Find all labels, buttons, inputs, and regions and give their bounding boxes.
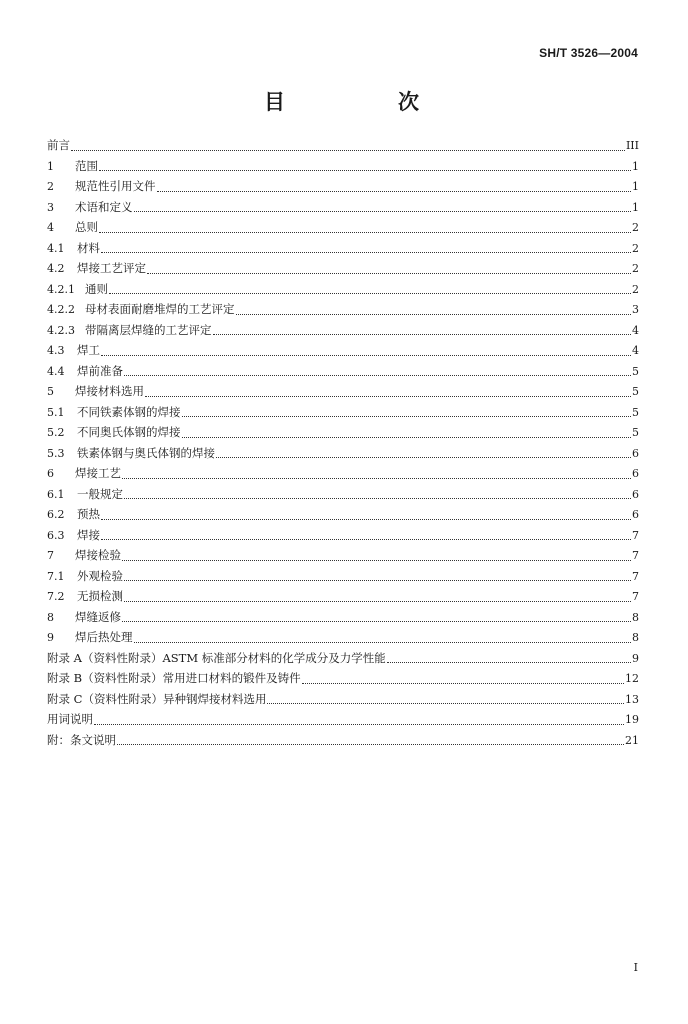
toc-entry-label: 带隔离层焊缝的工艺评定 bbox=[85, 322, 212, 337]
toc-entry-page: 5 bbox=[632, 364, 639, 378]
toc-entry-label: 焊接工艺 bbox=[75, 466, 121, 480]
toc-leader-dots bbox=[387, 652, 631, 663]
toc-entry-number: 9 bbox=[47, 631, 54, 644]
toc-entry-number: 2 bbox=[47, 180, 54, 193]
toc-entry-number: 4.2.1 bbox=[47, 282, 75, 296]
toc-entry-number: 4.3 bbox=[47, 344, 65, 357]
toc-leader-dots bbox=[101, 345, 631, 356]
toc-entry-page: 12 bbox=[625, 672, 639, 685]
toc-entry-page: 6 bbox=[632, 508, 639, 521]
toc-entry[interactable] bbox=[47, 238, 639, 259]
toc-leader-dots bbox=[236, 304, 632, 315]
toc-entry-number: 6.3 bbox=[47, 528, 65, 542]
toc-entry[interactable] bbox=[47, 197, 639, 218]
toc-entry-number: 6.2 bbox=[47, 508, 65, 521]
toc-leader-dots bbox=[101, 529, 631, 540]
page-title bbox=[0, 86, 688, 116]
toc-entry-label: 不同奥氏体钢的焊接 bbox=[77, 425, 181, 439]
toc-entry-page: 4 bbox=[632, 344, 639, 357]
toc-leader-dots bbox=[216, 447, 631, 458]
toc-entry-page: 7 bbox=[632, 528, 639, 542]
toc-entry[interactable] bbox=[47, 217, 639, 238]
toc-leader-dots bbox=[109, 283, 631, 294]
toc-entry-page: 19 bbox=[625, 713, 639, 726]
toc-entry-label: 术语和定义 bbox=[75, 199, 133, 214]
toc-leader-dots bbox=[157, 181, 632, 192]
toc-entry-page: 1 bbox=[632, 180, 639, 193]
toc-entry[interactable] bbox=[47, 586, 639, 607]
toc-leader-dots bbox=[99, 160, 631, 171]
toc-leader-dots bbox=[124, 488, 631, 499]
toc-entry-page: 7 bbox=[632, 590, 639, 603]
toc-leader-dots bbox=[122, 550, 631, 561]
toc-entry-label: 母材表面耐磨堆焊的工艺评定 bbox=[85, 302, 235, 316]
toc-entry[interactable] bbox=[47, 422, 639, 443]
toc-entry-page: 5 bbox=[632, 405, 639, 419]
toc-entry-page: 6 bbox=[632, 487, 639, 501]
toc-entry-label: 焊接检验 bbox=[75, 548, 121, 562]
page-title-char-2: 次 bbox=[398, 90, 419, 114]
toc-entry[interactable] bbox=[47, 340, 639, 361]
page-title-char-1: 目 bbox=[264, 90, 285, 114]
toc-entry-label: 不同铁素体钢的焊接 bbox=[77, 404, 181, 419]
toc-entry-appendix[interactable] bbox=[47, 689, 639, 710]
toc-leader-dots bbox=[182, 427, 632, 438]
toc-entry-label: 总则 bbox=[75, 220, 98, 234]
toc-entry[interactable] bbox=[47, 627, 639, 648]
toc-entry-page: 1 bbox=[632, 159, 639, 173]
toc-entry[interactable] bbox=[47, 176, 639, 197]
toc-entry-page: 6 bbox=[632, 467, 639, 480]
toc-entry-number: 7 bbox=[47, 549, 54, 562]
toc-entry-label: 通则 bbox=[85, 281, 108, 296]
toc-entry-label: 用词说明 bbox=[47, 712, 93, 726]
toc-entry-page: 7 bbox=[632, 569, 639, 583]
toc-entry[interactable] bbox=[47, 402, 639, 423]
toc-entry[interactable] bbox=[47, 607, 639, 628]
toc-leader-dots bbox=[94, 714, 624, 725]
toc-entry-page: 9 bbox=[632, 651, 639, 665]
toc-leader-dots bbox=[71, 140, 625, 151]
toc-entry-page: 21 bbox=[625, 733, 639, 747]
toc-entry-label: 规范性引用文件 bbox=[75, 179, 156, 193]
toc-entry-number: 4.1 bbox=[47, 241, 65, 255]
toc-entry-page: 5 bbox=[632, 426, 639, 439]
toc-leader-dots bbox=[117, 734, 624, 745]
toc-entry[interactable] bbox=[47, 258, 639, 279]
toc-entry-appendix[interactable] bbox=[47, 648, 639, 669]
toc-entry-page: 2 bbox=[632, 241, 639, 255]
toc-entry-label: 附录 A（资料性附录）ASTM 标准部分材料的化学成分及力学性能 bbox=[47, 650, 386, 665]
toc-entry[interactable] bbox=[47, 566, 639, 587]
toc-entry-page: 8 bbox=[632, 631, 639, 644]
toc-entry-appendix[interactable] bbox=[47, 668, 639, 689]
toc-leader-dots bbox=[122, 468, 631, 479]
toc-entry-page: 6 bbox=[632, 446, 639, 460]
toc-entry-label: 焊缝返修 bbox=[75, 609, 121, 624]
toc-entry-number: 7.2 bbox=[47, 590, 65, 603]
toc-entry-number: 4 bbox=[47, 221, 54, 234]
toc-leader-dots bbox=[124, 570, 631, 581]
toc-entry-label: 焊接工艺评定 bbox=[77, 261, 146, 275]
toc-entry-number: 5.2 bbox=[47, 426, 65, 439]
toc-leader-dots bbox=[124, 591, 631, 602]
toc-entry-label: 预热 bbox=[77, 507, 100, 521]
toc-leader-dots bbox=[182, 406, 632, 417]
toc-entry[interactable] bbox=[47, 320, 639, 341]
toc-entry-page: 13 bbox=[625, 692, 639, 706]
table-of-contents bbox=[47, 135, 639, 750]
toc-entry[interactable] bbox=[47, 709, 639, 730]
toc-entry-number: 5 bbox=[47, 385, 54, 398]
toc-leader-dots bbox=[99, 222, 631, 233]
toc-entry[interactable] bbox=[47, 135, 639, 156]
toc-leader-dots bbox=[134, 201, 632, 212]
toc-entry-number: 6.1 bbox=[47, 487, 65, 501]
toc-entry-label: 一般规定 bbox=[77, 486, 123, 501]
toc-entry[interactable] bbox=[47, 361, 639, 382]
toc-entry-number: 4.4 bbox=[47, 364, 65, 378]
toc-leader-dots bbox=[134, 632, 632, 643]
toc-entry-number: 4.2.2 bbox=[47, 303, 75, 316]
toc-entry-label: 外观检验 bbox=[77, 568, 123, 583]
toc-entry-label: 焊工 bbox=[77, 343, 100, 357]
toc-entry-page: 2 bbox=[632, 221, 639, 234]
toc-entry[interactable] bbox=[47, 730, 639, 751]
toc-entry-page: 2 bbox=[632, 262, 639, 275]
toc-entry-number: 1 bbox=[47, 159, 54, 173]
toc-entry[interactable] bbox=[47, 443, 639, 464]
toc-entry[interactable] bbox=[47, 525, 639, 546]
toc-entry-number: 5.1 bbox=[47, 405, 65, 419]
toc-entry-number: 4.2.3 bbox=[47, 323, 75, 337]
toc-leader-dots bbox=[101, 242, 631, 253]
toc-entry-label: 附录 B（资料性附录）常用进口材料的锻件及铸件 bbox=[47, 671, 301, 685]
toc-entry[interactable] bbox=[47, 381, 639, 402]
toc-entry-number: 7.1 bbox=[47, 569, 65, 583]
toc-entry-label: 无损检测 bbox=[77, 589, 123, 603]
toc-entry-label: 焊接材料选用 bbox=[75, 384, 144, 398]
toc-entry-page: 3 bbox=[632, 303, 639, 316]
toc-entry[interactable] bbox=[47, 504, 639, 525]
toc-entry-page: 5 bbox=[632, 385, 639, 398]
toc-entry-page: 4 bbox=[632, 323, 639, 337]
toc-leader-dots bbox=[145, 386, 631, 397]
toc-entry[interactable] bbox=[47, 156, 639, 177]
toc-entry-label: 焊接 bbox=[77, 527, 100, 542]
toc-leader-dots bbox=[124, 365, 631, 376]
toc-entry-number: 8 bbox=[47, 610, 54, 624]
toc-entry-label: 前言 bbox=[47, 138, 70, 152]
toc-leader-dots bbox=[267, 693, 624, 704]
toc-leader-dots bbox=[101, 509, 631, 520]
toc-entry-page: III bbox=[625, 139, 639, 152]
toc-entry-page: 8 bbox=[632, 610, 639, 624]
toc-entry[interactable] bbox=[47, 463, 639, 484]
toc-entry[interactable] bbox=[47, 299, 639, 320]
toc-entry-number: 4.2 bbox=[47, 262, 65, 275]
toc-entry-number: 6 bbox=[47, 467, 54, 480]
toc-leader-dots bbox=[213, 324, 632, 335]
toc-entry-page: 1 bbox=[632, 200, 639, 214]
toc-entry[interactable] bbox=[47, 484, 639, 505]
toc-entry[interactable] bbox=[47, 279, 639, 300]
toc-entry-label: 焊前准备 bbox=[77, 363, 123, 378]
toc-entry-label: 铁素体钢与奥氏体钢的焊接 bbox=[77, 445, 215, 460]
toc-leader-dots bbox=[302, 673, 624, 684]
toc-entry-label: 附录 C（资料性附录）异种钢焊接材料选用 bbox=[47, 691, 267, 706]
page-folio: I bbox=[633, 961, 638, 974]
toc-leader-dots bbox=[147, 263, 631, 274]
toc-entry-number: 5.3 bbox=[47, 446, 65, 460]
toc-entry-label: 材料 bbox=[77, 240, 100, 255]
toc-entry[interactable] bbox=[47, 545, 639, 566]
toc-leader-dots bbox=[122, 611, 631, 622]
toc-entry-number: 3 bbox=[47, 200, 54, 214]
toc-entry-label: 附：条文说明 bbox=[47, 732, 116, 747]
toc-entry-label: 焊后热处理 bbox=[75, 630, 133, 644]
toc-entry-label: 范围 bbox=[75, 158, 98, 173]
toc-entry-page: 7 bbox=[632, 549, 639, 562]
standard-code: SH/T 3526—2004 bbox=[539, 46, 638, 60]
toc-entry-page: 2 bbox=[632, 282, 639, 296]
